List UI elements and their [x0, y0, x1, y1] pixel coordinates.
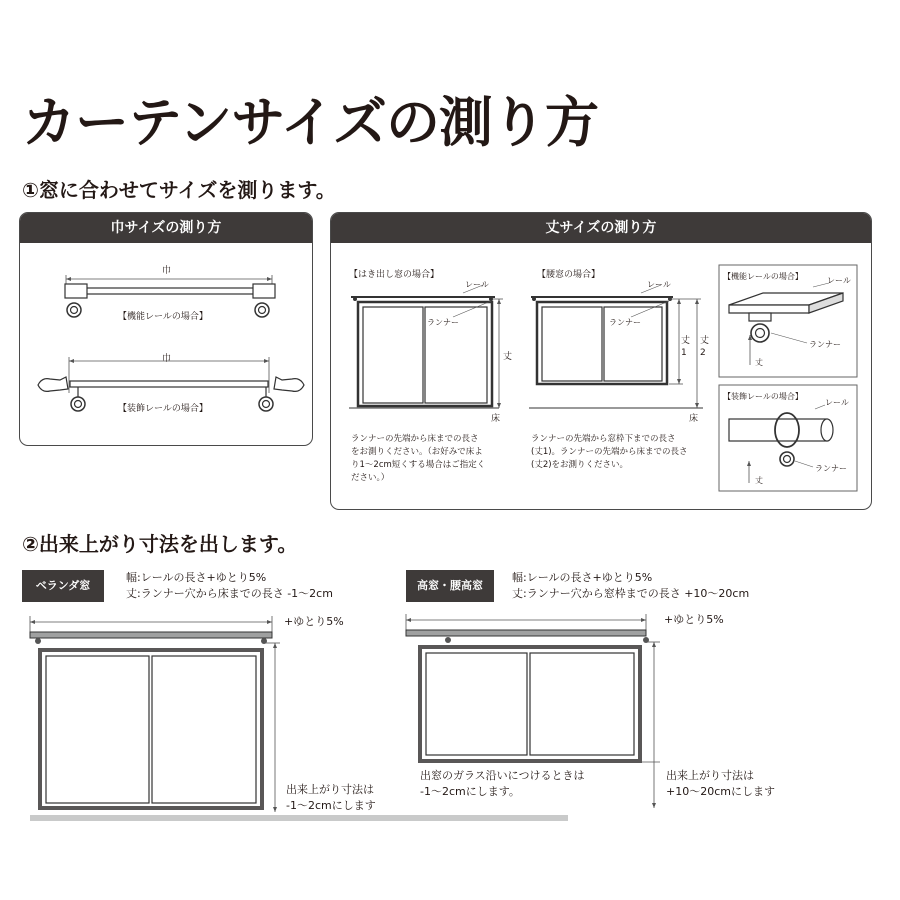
waist-window-floor-label: 床 — [689, 414, 699, 424]
floor-window-runner-label: ランナー — [427, 318, 459, 327]
floor-window-note: ランナーの先端から床までの長さ をお測りください。（お好みで床よ り1〜2cm短くする場合はご指定く ださい。） — [351, 434, 486, 483]
width-label-decorative: 巾 — [162, 354, 172, 364]
functional-rail-case-label: 【機能レールの場合】 — [118, 312, 208, 322]
waist-window-runner-label: ランナー — [609, 318, 641, 327]
length-panel-header: 丈サイズの測り方 — [331, 213, 871, 243]
high-window-length-rule: 丈:ランナー穴から窓枠までの長さ +10〜20cm — [512, 587, 750, 600]
waist-window-rail-label: レール — [647, 280, 671, 289]
high-window-width-rule: 幅:レールの長さ+ゆとり5% — [512, 571, 653, 584]
decorative-detail-runner-label: ランナー — [815, 464, 847, 473]
floor-window-length-label: 丈 — [503, 352, 513, 362]
floor-window-rail-label: レール — [465, 280, 489, 289]
waist-window-note: ランナーの先端から窓枠下までの長さ (丈1)。ランナーの先端から床までの長さ (丈2)をお測りください。 — [531, 434, 688, 470]
functional-detail-case-label: 【機能レールの場合】 — [723, 272, 803, 281]
high-window-tag: 高窓・腰高窓 — [406, 570, 494, 602]
step1-heading: ①窓に合わせてサイズを測ります。 — [22, 178, 336, 202]
high-window-allowance-label: +ゆとり5% — [664, 613, 724, 626]
veranda-tag: ベランダ窓 — [22, 570, 104, 602]
veranda-result-note: 出来上がり寸法は -1〜2cmにします — [286, 783, 376, 812]
veranda-allowance-label: +ゆとり5% — [284, 615, 344, 628]
page-title: カーテンサイズの測り方 — [22, 91, 598, 154]
decorative-detail-length-label: 丈 — [755, 476, 763, 485]
width-panel-header: 巾サイズの測り方 — [20, 213, 312, 243]
waist-window-length2-label: 丈2 — [700, 336, 710, 358]
decorative-rail-case-label: 【装飾レールの場合】 — [118, 404, 208, 414]
functional-detail-runner-label: ランナー — [809, 340, 841, 349]
width-label-functional: 巾 — [162, 266, 172, 276]
floor-window-case-label: 【はき出し窓の場合】 — [349, 270, 440, 280]
veranda-length-rule: 丈:ランナー穴から床までの長さ -1〜2cm — [126, 587, 333, 600]
step2-heading: ②出来上がり寸法を出します。 — [22, 532, 298, 556]
waist-window-length1-label: 丈1 — [681, 336, 691, 358]
high-window-result-note: 出来上がり寸法は +10〜20cmにします — [666, 769, 775, 798]
waist-window-case-label: 【腰窓の場合】 — [537, 270, 601, 280]
floor-window-floor-label: 床 — [491, 414, 501, 424]
decorative-detail-case-label: 【装飾レールの場合】 — [723, 392, 803, 401]
high-window-glass-note: 出窓のガラス沿いにつけるときは -1〜2cmにします。 — [420, 769, 585, 798]
decorative-detail-rail-label: レール — [825, 398, 849, 407]
veranda-width-rule: 幅:レールの長さ+ゆとり5% — [126, 571, 267, 584]
functional-detail-rail-label: レール — [827, 276, 851, 285]
functional-detail-length-label: 丈 — [755, 358, 763, 367]
